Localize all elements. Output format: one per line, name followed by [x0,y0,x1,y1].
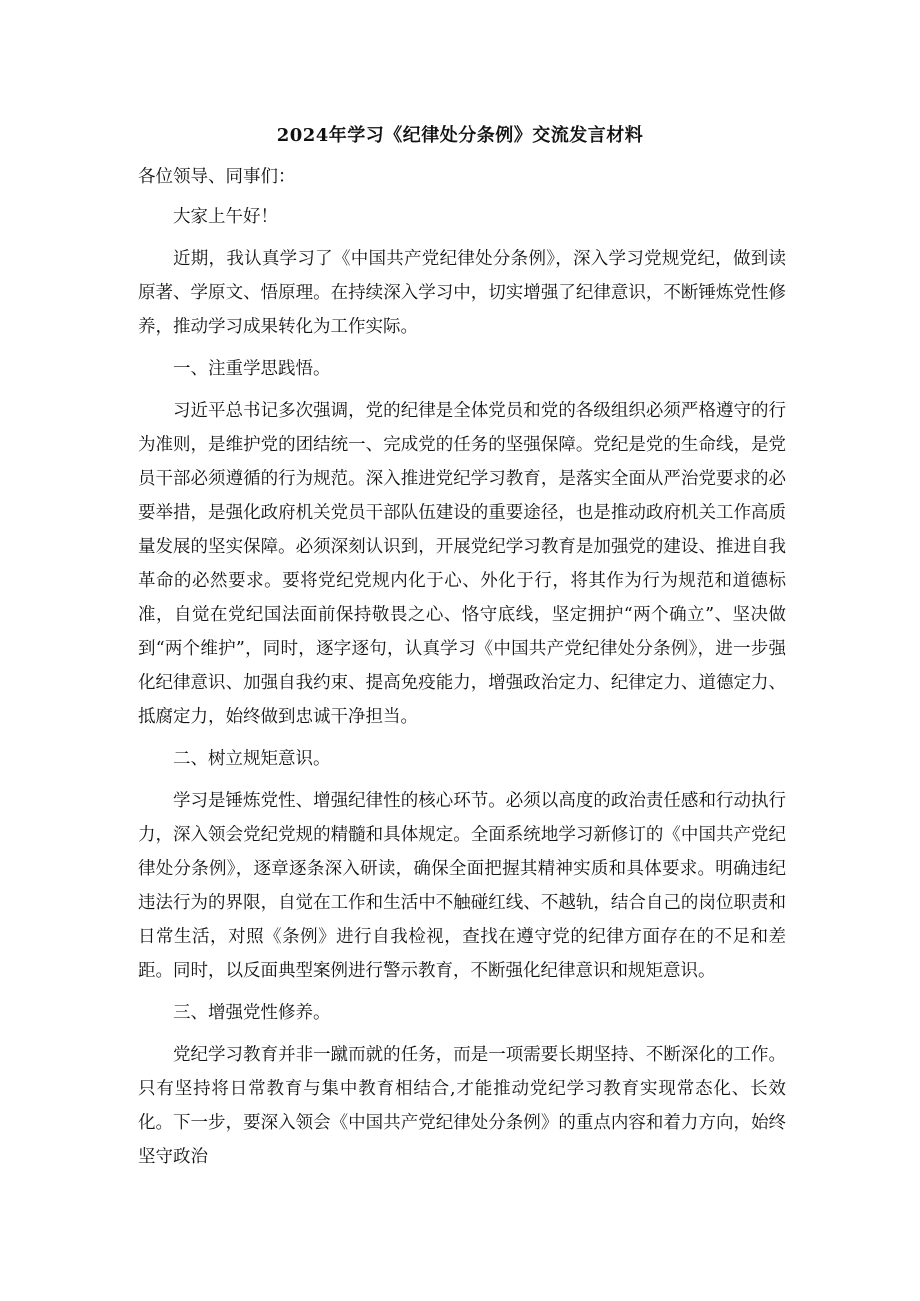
section-heading-1: 一、注重学思践悟。 [173,359,331,379]
section-heading-3: 三、增强党性修养。 [173,1003,331,1023]
section-paragraph-1: 习近平总书记多次强调，党的纪律是全体党员和党的各级组织必须严格遵守的行为准则，是维护党的团结统一、完成党的任务的坚强保障。党纪是党的生命线，是党员干部必须遵循的行为规范。深入推进党纪学习教育，是落实全面从严治党要求的必要举措，是强化政府机关党员干部队伍建设的重要途径，也是推动政府机关工作高质量发展的坚实保障。必须深刻认识到，开展党纪学习教育是加强党的建设、推进自我革命的必然要求。要将党纪党规内化于心、外化于行，将其作为行为规范和道德标准，自觉在党纪国法面前保持敬畏之心、恪守底线，坚定拥护“两个确立”、坚决做到“两个维护”，同时，逐字逐句，认真学习《中国共产党纪律处分条例》，进一步强化纪律意识、加强自我约束、提高免疫能力，增强政治定力、纪律定力、道德定力、抵腐定力，始终做到忠诚干净担当。 [138,401,786,727]
section-paragraph-2: 学习是锤炼党性、增强纪律性的核心环节。必须以高度的政治责任感和行动执行力，深入领会党纪党规的精髓和具体规定。全面系统地学习新修订的《中国共产党纪律处分条例》，逐章逐条深入研读，确保全面把握其精神实质和具体要求。明确违纪违法行为的界限，自觉在工作和生活中不触碰红线、不越轨，结合自己的岗位职责和日常生活，对照《条例》进行自我检视，查找在遵守党的纪律方面存在的不足和差距。同时，以反面典型案例进行警示教育，不断强化纪律意识和规矩意识。 [138,791,786,981]
intro-paragraph: 近期，我认真学习了《中国共产党纪律处分条例》，深入学习党规党纪，做到读原著、学原文、悟原理。在持续深入学习中，切实增强了纪律意识，不断锤炼党性修养，推动学习成果转化为工作实际。 [138,249,786,337]
greeting: 大家上午好！ [173,207,278,227]
section-heading-2: 二、树立规矩意识。 [173,749,331,769]
document-body [138,160,786,1182]
document-title: 2024年学习《纪律处分条例》交流发言材料 [276,125,644,146]
section-paragraph-3: 党纪学习教育并非一蹴而就的任务，而是一项需要长期坚持、不断深化的工作。只有坚持将日常教育与集中教育相结合,才能推动党纪学习教育实现常态化、长效化。下一步，要深入领会《中国共产党纪律处分条例》的重点内容和着力方向，始终坚守政治 [138,1045,786,1167]
salutation: 各位领导、同事们： [138,167,296,187]
